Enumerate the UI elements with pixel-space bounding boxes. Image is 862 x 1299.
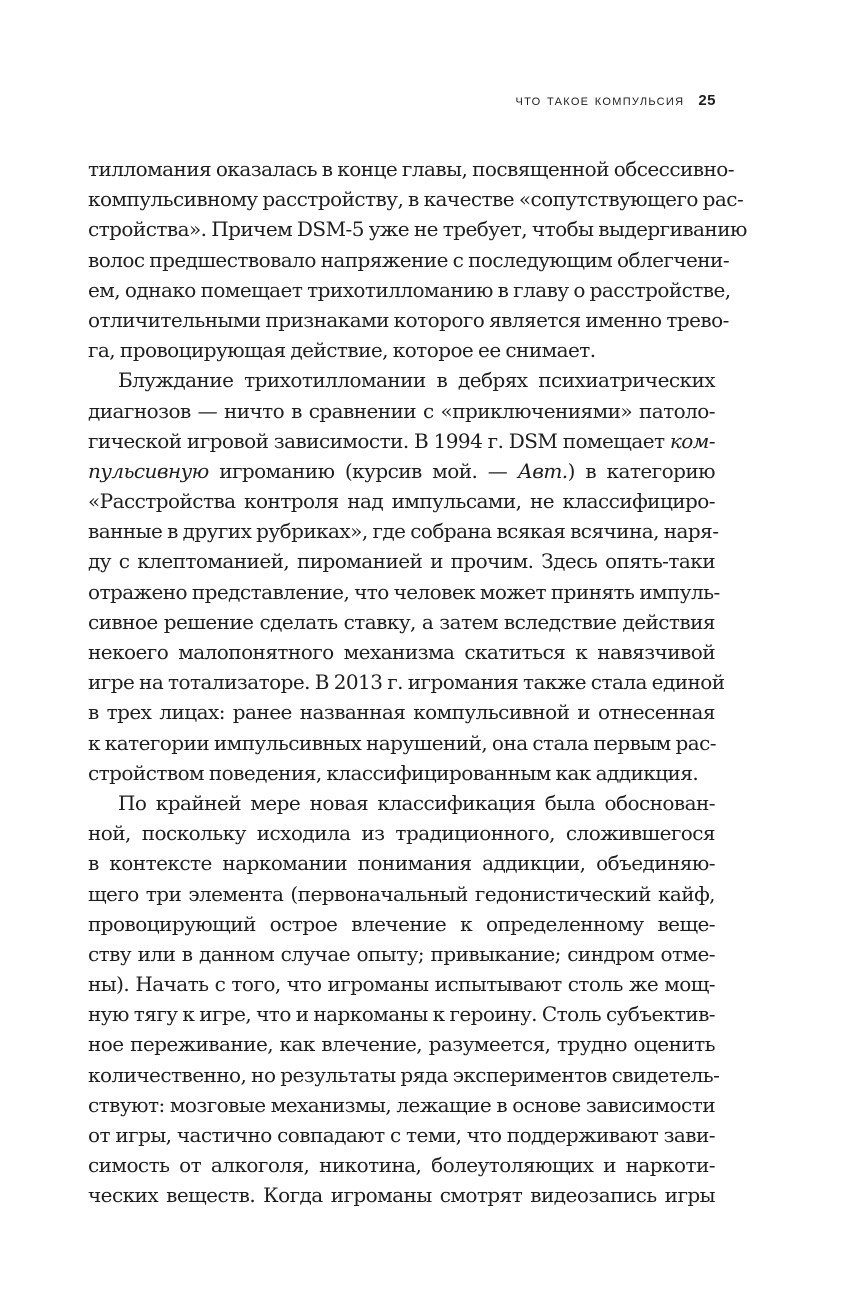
text-run: сивное решение сделать ставку, а затем вследствие действия — [88, 609, 715, 634]
text-line — [88, 1090, 715, 1120]
text-line — [88, 969, 715, 999]
text-run: отражено представление, что человек может принять импуль- — [88, 579, 720, 604]
text-run: от игры, частично совпадают с теми, что поддерживают зави- — [88, 1123, 715, 1147]
text-line — [88, 879, 715, 909]
text-run: симость от алкоголя, никотина, болеутоляющих и наркоти- — [88, 1153, 715, 1178]
text-run: ству или в данном случае опыту; привыкание; синдром отме- — [88, 941, 715, 966]
text-run: в контексте наркомании понимания аддикции, объединяю- — [88, 851, 715, 876]
text-run: игроманию (курсив мой. — — [208, 458, 518, 483]
text-line — [88, 275, 731, 305]
text-run: ной, поскольку исходила из традиционного, сложившегося — [88, 821, 715, 846]
text-line — [88, 788, 715, 818]
text-line — [88, 697, 715, 727]
text-line — [88, 728, 715, 758]
text-run: ) в категорию — [567, 458, 715, 483]
text-run: ную тягу к игре, что и наркоманы к героину. Столь субъектив- — [88, 1002, 715, 1027]
text-line — [88, 667, 725, 697]
text-run: в трех лицах: ранее названная компульсивной и отнесенная — [88, 700, 715, 725]
text-run: ны). Начать с того, что игроманы испытывают столь же мощ- — [88, 972, 715, 997]
text-line — [88, 758, 715, 788]
text-line — [88, 818, 715, 848]
text-run: гической игровой зависимости. В 1994 г. DSM помещает — [88, 428, 670, 453]
text-run: некоего малопонятного механизма скатиться к навязчивой — [88, 640, 715, 664]
paragraph — [88, 154, 747, 365]
text-line — [88, 999, 715, 1029]
text-line — [88, 184, 744, 214]
text-run: «Расстройства контроля над импульсами, не классифициро- — [88, 489, 715, 514]
italic-text: ком- — [669, 428, 715, 453]
text-run: ческих веществ. Когда игроманы смотрят видеозапись игры — [88, 1183, 715, 1208]
text-line — [88, 305, 729, 335]
text-run: игре на тотализаторе. В 2013 г. игромания также стала единой — [88, 670, 725, 695]
text-run: провоцирующий острое влечение к определенному веще- — [88, 911, 715, 936]
running-head — [515, 92, 716, 109]
text-run: стройством поведения, классифицированным как аддикция. — [88, 760, 699, 785]
text-run: количественно, но результаты ряда экспериментов свидетель- — [88, 1062, 720, 1087]
text-run: тилломания оказалась в конце главы, посвященной обсессивно- — [88, 157, 734, 181]
text-line — [88, 939, 715, 969]
running-head-title: что такое компульсия — [515, 92, 685, 109]
text-run: По крайней мере новая классификация была обоснован- — [118, 790, 715, 815]
text-line — [88, 335, 715, 365]
text-run: компульсивному расстройству, в качестве «сопутствующего рас- — [88, 187, 744, 212]
italic-text: Авт. — [517, 458, 568, 483]
text-line — [88, 546, 715, 576]
text-line — [88, 848, 715, 878]
text-line — [88, 637, 715, 667]
text-run: ем, однако помещает трихотилломанию в главу о расстройстве, — [88, 277, 731, 302]
text-run: ванные в других рубриках», где собрана всякая всячина, наря- — [88, 519, 719, 544]
text-run: отличительными признаками которого является именно трево- — [88, 307, 729, 332]
italic-text: пульсивную — [88, 458, 209, 483]
text-run: к категории импульсивных нарушений, она стала первым рас- — [88, 730, 716, 755]
text-line — [88, 365, 715, 395]
text-line — [88, 1029, 715, 1059]
text-run: стройства». Причем DSM-5 уже не требует, чтобы выдергиванию — [88, 217, 747, 242]
text-line — [88, 1120, 715, 1150]
text-line — [88, 909, 715, 939]
text-run: ду с клептоманией, пироманией и прочим. Здесь опять-таки — [88, 549, 715, 574]
body-text — [88, 154, 747, 1211]
text-run: диагнозов — ничто в сравнении с «приключениями» патоло- — [88, 398, 715, 423]
text-line — [88, 1060, 720, 1090]
text-run: ное переживание, как влечение, разумеется, трудно оценить — [88, 1032, 715, 1057]
paragraph — [88, 788, 720, 1211]
text-line — [88, 456, 715, 486]
page-number: 25 — [698, 92, 716, 109]
text-line — [88, 1150, 715, 1180]
text-line — [88, 577, 720, 607]
text-line — [88, 426, 715, 456]
text-line — [88, 607, 715, 637]
text-run: ствуют: мозговые механизмы, лежащие в основе зависимости — [88, 1092, 715, 1117]
paragraph — [88, 365, 725, 788]
text-line — [88, 396, 715, 426]
text-line — [88, 154, 734, 184]
text-run: га, провоцирующая действие, которое ее снимает. — [88, 338, 596, 363]
text-line — [88, 516, 719, 546]
text-run: Блуждание трихотилломании в дебрях психиатрических — [118, 368, 715, 393]
text-run: волос предшествовало напряжение с последующим облегчени- — [88, 247, 730, 272]
text-line — [88, 214, 747, 244]
text-line — [88, 486, 715, 516]
text-run: щего три элемента (первоначальный гедонистический кайф, — [88, 881, 715, 906]
text-line — [88, 1180, 715, 1210]
text-line — [88, 245, 730, 275]
